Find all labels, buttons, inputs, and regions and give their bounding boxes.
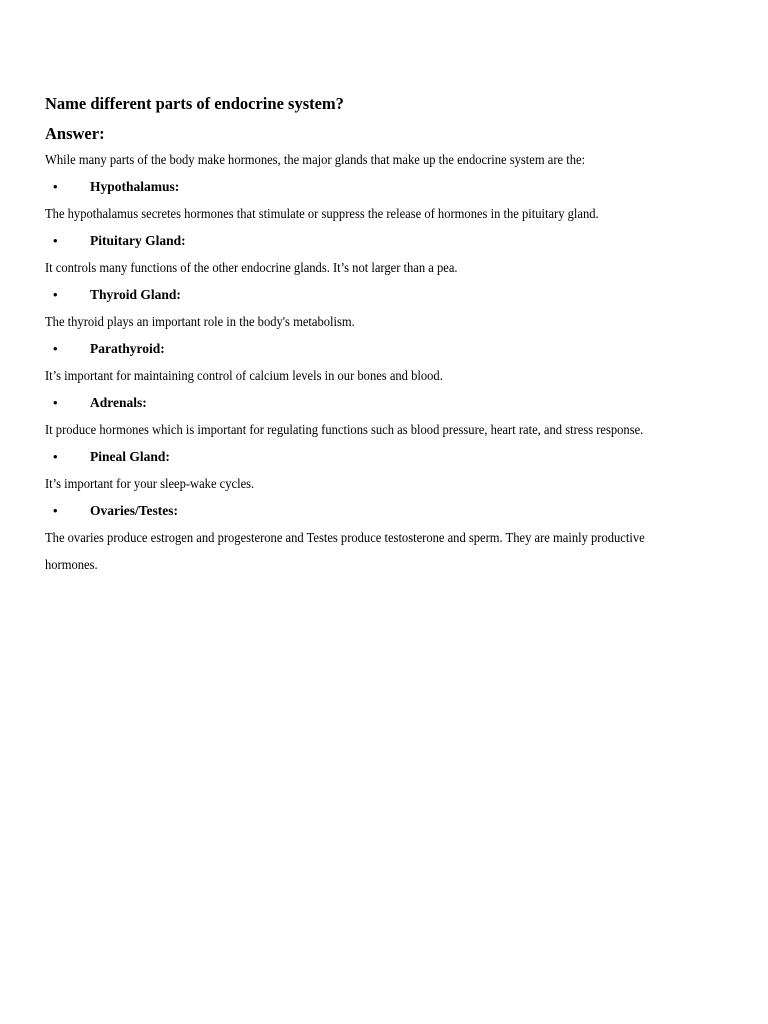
gland-section-pineal (45, 443, 685, 497)
bullet-icon: • (53, 395, 58, 410)
bullet-icon: • (53, 179, 58, 194)
list-item (45, 389, 685, 416)
gland-description: It’s important for your sleep-wake cycles. (45, 476, 255, 491)
gland-description: The ovaries produce estrogen and progesterone and Testes produce testosterone and sperm. They are mainly productive hormones. (45, 530, 645, 572)
gland-name: Thyroid Gland: (90, 287, 181, 302)
gland-section-hypothalamus (45, 173, 685, 227)
gland-description: It controls many functions of the other endocrine glands. It’s not larger than a pea. (45, 260, 458, 275)
list-item (45, 281, 685, 308)
gland-description: The thyroid plays an important role in the body's metabolism. (45, 314, 355, 329)
gland-section-adrenals (45, 389, 685, 443)
document-page (45, 93, 685, 578)
list-item (45, 335, 685, 362)
bullet-icon: • (53, 287, 58, 302)
list-item (45, 227, 685, 254)
gland-name: Adrenals: (90, 395, 147, 410)
gland-description: It produce hormones which is important for regulating functions such as blood pressure, heart rate, and stress response. (45, 422, 644, 437)
list-item (45, 497, 685, 524)
intro-paragraph: While many parts of the body make hormones, the major glands that make up the endocrine system are the: (45, 152, 586, 167)
bullet-icon: • (53, 449, 58, 464)
gland-section-ovaries-testes (45, 497, 685, 578)
list-item (45, 173, 685, 200)
gland-name: Pineal Gland: (90, 449, 170, 464)
gland-name: Ovaries/Testes: (90, 503, 178, 518)
bullet-icon: • (53, 233, 58, 248)
bullet-icon: • (53, 341, 58, 356)
bullet-icon: • (53, 503, 58, 518)
gland-section-pituitary (45, 227, 685, 281)
answer-label: Answer: (45, 124, 105, 143)
gland-name: Pituitary Gland: (90, 233, 186, 248)
gland-description: The hypothalamus secretes hormones that stimulate or suppress the release of hormones in the pituitary gland. (45, 206, 599, 221)
list-item (45, 443, 685, 470)
question-heading: Name different parts of endocrine system? (45, 94, 344, 113)
gland-section-thyroid (45, 281, 685, 335)
gland-name: Parathyroid: (90, 341, 165, 356)
gland-name: Hypothalamus: (90, 179, 180, 194)
gland-section-parathyroid (45, 335, 685, 389)
gland-description: It’s important for maintaining control of calcium levels in our bones and blood. (45, 368, 443, 383)
